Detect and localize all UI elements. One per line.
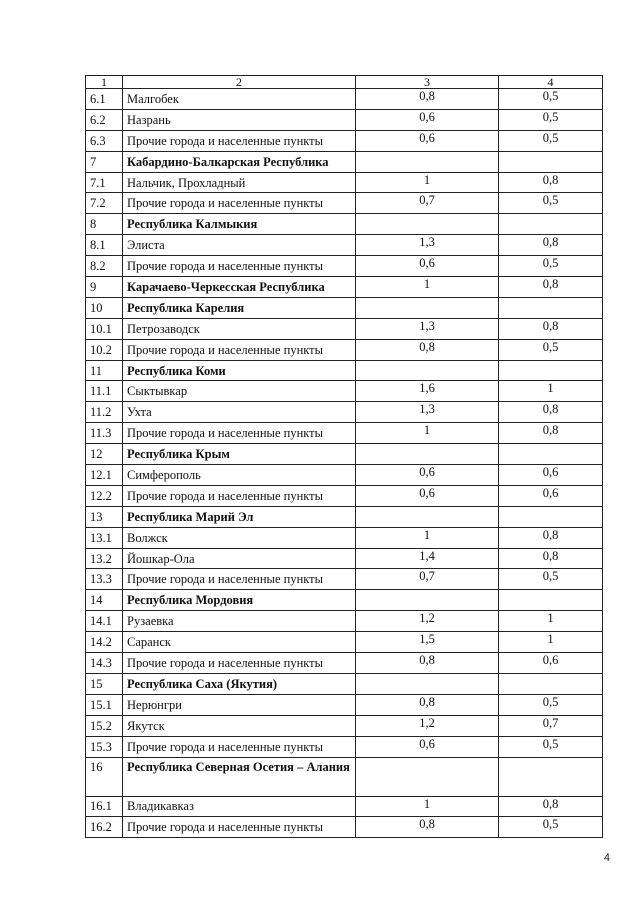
table-row — [86, 339, 603, 360]
row-number-cell: 8 — [86, 214, 123, 235]
row-number-cell: 7.1 — [86, 172, 123, 193]
table-row — [86, 130, 603, 151]
row-number-cell: 6.1 — [86, 89, 123, 110]
row-value-1-cell — [356, 214, 499, 235]
table-row — [86, 423, 603, 444]
row-name-cell: Петрозаводск — [123, 318, 356, 339]
region-row — [86, 506, 603, 527]
header-col-1: 1 — [86, 76, 123, 89]
row-name-cell: Республика Саха (Якутия) — [123, 673, 356, 694]
row-number-cell: 16.1 — [86, 796, 123, 817]
region-row — [86, 673, 603, 694]
row-number-cell: 13.2 — [86, 548, 123, 569]
region-row — [86, 757, 603, 796]
row-value-2-cell: 0,5 — [499, 339, 603, 360]
row-value-2-cell — [499, 151, 603, 172]
row-value-1-cell: 0,7 — [356, 193, 499, 214]
row-number-cell: 13.1 — [86, 527, 123, 548]
table-row — [86, 402, 603, 423]
row-number-cell: 9 — [86, 277, 123, 298]
page-number: 4 — [603, 852, 610, 864]
row-name-cell: Кабардино-Балкарская Республика — [123, 151, 356, 172]
row-number-cell: 11.2 — [86, 402, 123, 423]
row-value-2-cell: 0,6 — [499, 465, 603, 486]
row-value-2-cell: 0,5 — [499, 569, 603, 590]
row-name-cell: Прочие города и населенные пункты — [123, 817, 356, 838]
header-col-4: 4 — [499, 76, 603, 89]
region-row — [86, 360, 603, 381]
row-name-cell: Прочие города и населенные пункты — [123, 569, 356, 590]
row-name-cell: Элиста — [123, 235, 356, 256]
row-number-cell: 7 — [86, 151, 123, 172]
row-number-cell: 15.2 — [86, 715, 123, 736]
row-value-1-cell — [356, 590, 499, 611]
row-value-1-cell: 1 — [356, 527, 499, 548]
table-row — [86, 694, 603, 715]
row-value-1-cell — [356, 360, 499, 381]
row-name-cell: Сыктывкар — [123, 381, 356, 402]
row-value-1-cell: 0,8 — [356, 653, 499, 674]
row-value-2-cell — [499, 297, 603, 318]
row-value-1-cell: 0,8 — [356, 694, 499, 715]
row-name-cell: Прочие города и населенные пункты — [123, 339, 356, 360]
table-row — [86, 172, 603, 193]
row-number-cell: 14.1 — [86, 611, 123, 632]
row-number-cell: 14.2 — [86, 632, 123, 653]
row-value-1-cell: 0,6 — [356, 465, 499, 486]
row-number-cell: 14.3 — [86, 653, 123, 674]
row-value-1-cell: 0,8 — [356, 339, 499, 360]
row-value-2-cell: 0,5 — [499, 193, 603, 214]
row-number-cell: 14 — [86, 590, 123, 611]
row-number-cell: 6.3 — [86, 130, 123, 151]
row-value-1-cell: 1,3 — [356, 235, 499, 256]
row-name-cell: Прочие города и населенные пункты — [123, 485, 356, 506]
row-value-2-cell: 1 — [499, 381, 603, 402]
row-value-2-cell: 1 — [499, 611, 603, 632]
row-number-cell: 15 — [86, 673, 123, 694]
row-name-cell: Республика Марий Эл — [123, 506, 356, 527]
row-number-cell: 15.1 — [86, 694, 123, 715]
row-value-2-cell: 0,8 — [499, 527, 603, 548]
row-value-1-cell: 1 — [356, 277, 499, 298]
row-value-1-cell: 1 — [356, 796, 499, 817]
row-name-cell: Республика Коми — [123, 360, 356, 381]
row-value-1-cell: 0,6 — [356, 736, 499, 757]
row-number-cell: 10 — [86, 297, 123, 318]
row-value-1-cell — [356, 151, 499, 172]
row-value-2-cell — [499, 506, 603, 527]
row-name-cell: Ухта — [123, 402, 356, 423]
row-value-1-cell: 0,6 — [356, 256, 499, 277]
row-name-cell: Республика Калмыкия — [123, 214, 356, 235]
row-name-cell: Волжск — [123, 527, 356, 548]
row-value-1-cell — [356, 297, 499, 318]
row-number-cell: 7.2 — [86, 193, 123, 214]
table-row — [86, 611, 603, 632]
table-row — [86, 89, 603, 110]
row-value-2-cell: 0,5 — [499, 736, 603, 757]
row-value-2-cell — [499, 673, 603, 694]
row-name-cell: Прочие города и населенные пункты — [123, 193, 356, 214]
coefficient-table — [85, 75, 603, 838]
row-value-1-cell: 1,3 — [356, 402, 499, 423]
row-value-1-cell — [356, 757, 499, 796]
row-value-1-cell — [356, 673, 499, 694]
row-name-cell: Йошкар-Ола — [123, 548, 356, 569]
table-row — [86, 548, 603, 569]
row-number-cell: 12 — [86, 444, 123, 465]
table-row — [86, 527, 603, 548]
row-value-2-cell — [499, 590, 603, 611]
row-name-cell: Республика Крым — [123, 444, 356, 465]
header-col-2: 2 — [123, 76, 356, 89]
row-value-2-cell — [499, 360, 603, 381]
row-number-cell: 12.2 — [86, 485, 123, 506]
row-value-2-cell: 0,8 — [499, 402, 603, 423]
row-name-cell: Нальчик, Прохладный — [123, 172, 356, 193]
row-number-cell: 16 — [86, 757, 123, 796]
row-number-cell: 11.3 — [86, 423, 123, 444]
row-name-cell: Республика Карелия — [123, 297, 356, 318]
row-value-1-cell: 0,8 — [356, 817, 499, 838]
row-value-2-cell: 0,6 — [499, 653, 603, 674]
table-row — [86, 381, 603, 402]
row-value-1-cell: 1,3 — [356, 318, 499, 339]
row-value-2-cell: 0,5 — [499, 817, 603, 838]
row-number-cell: 11 — [86, 360, 123, 381]
row-value-2-cell: 0,8 — [499, 423, 603, 444]
row-value-1-cell: 1 — [356, 423, 499, 444]
row-value-2-cell: 0,5 — [499, 89, 603, 110]
region-row — [86, 444, 603, 465]
row-number-cell: 15.3 — [86, 736, 123, 757]
row-value-1-cell: 0,7 — [356, 569, 499, 590]
region-row — [86, 214, 603, 235]
row-value-1-cell: 0,8 — [356, 89, 499, 110]
row-value-2-cell: 0,8 — [499, 172, 603, 193]
table-header-row — [86, 76, 603, 89]
row-value-2-cell: 0,5 — [499, 694, 603, 715]
row-name-cell: Назрань — [123, 109, 356, 130]
row-value-2-cell: 0,8 — [499, 796, 603, 817]
table-row — [86, 632, 603, 653]
row-number-cell: 13.3 — [86, 569, 123, 590]
row-name-cell: Малгобек — [123, 89, 356, 110]
row-value-1-cell: 0,6 — [356, 485, 499, 506]
table-row — [86, 485, 603, 506]
region-row — [86, 151, 603, 172]
row-value-2-cell: 0,6 — [499, 485, 603, 506]
row-value-2-cell — [499, 757, 603, 796]
table-row — [86, 109, 603, 130]
row-value-1-cell: 0,6 — [356, 130, 499, 151]
table-row — [86, 318, 603, 339]
row-name-cell: Республика Северная Осетия – Алания — [123, 757, 356, 796]
row-value-1-cell — [356, 444, 499, 465]
row-value-1-cell: 1 — [356, 172, 499, 193]
table-row — [86, 736, 603, 757]
row-name-cell: Прочие города и населенные пункты — [123, 736, 356, 757]
row-name-cell: Карачаево-Черкесская Республика — [123, 277, 356, 298]
row-number-cell: 13 — [86, 506, 123, 527]
row-name-cell: Владикавказ — [123, 796, 356, 817]
row-value-1-cell: 1,4 — [356, 548, 499, 569]
table-row — [86, 569, 603, 590]
row-number-cell: 11.1 — [86, 381, 123, 402]
row-value-1-cell: 1,2 — [356, 611, 499, 632]
table-row — [86, 193, 603, 214]
row-value-2-cell: 1 — [499, 632, 603, 653]
row-number-cell: 10.2 — [86, 339, 123, 360]
row-value-2-cell: 0,5 — [499, 130, 603, 151]
row-number-cell: 6.2 — [86, 109, 123, 130]
row-value-2-cell: 0,5 — [499, 109, 603, 130]
table-row — [86, 796, 603, 817]
row-name-cell: Прочие города и населенные пункты — [123, 256, 356, 277]
table-row — [86, 256, 603, 277]
row-name-cell: Якутск — [123, 715, 356, 736]
row-name-cell: Саранск — [123, 632, 356, 653]
table-row — [86, 715, 603, 736]
row-value-2-cell — [499, 444, 603, 465]
row-value-1-cell: 1,2 — [356, 715, 499, 736]
row-value-1-cell: 1,5 — [356, 632, 499, 653]
row-name-cell: Прочие города и населенные пункты — [123, 130, 356, 151]
region-row — [86, 277, 603, 298]
row-value-2-cell — [499, 214, 603, 235]
row-number-cell: 8.2 — [86, 256, 123, 277]
header-col-3: 3 — [356, 76, 499, 89]
row-value-2-cell: 0,8 — [499, 318, 603, 339]
row-number-cell: 8.1 — [86, 235, 123, 256]
row-name-cell: Симферополь — [123, 465, 356, 486]
row-number-cell: 12.1 — [86, 465, 123, 486]
region-row — [86, 297, 603, 318]
row-value-2-cell: 0,8 — [499, 548, 603, 569]
row-name-cell: Нерюнгри — [123, 694, 356, 715]
row-value-1-cell — [356, 506, 499, 527]
row-value-2-cell: 0,8 — [499, 235, 603, 256]
row-value-2-cell: 0,7 — [499, 715, 603, 736]
table-row — [86, 653, 603, 674]
table-body — [86, 76, 603, 838]
table-row — [86, 817, 603, 838]
row-number-cell: 10.1 — [86, 318, 123, 339]
row-value-1-cell: 1,6 — [356, 381, 499, 402]
row-value-1-cell: 0,6 — [356, 109, 499, 130]
table-row — [86, 465, 603, 486]
row-name-cell: Рузаевка — [123, 611, 356, 632]
row-number-cell: 16.2 — [86, 817, 123, 838]
row-name-cell: Прочие города и населенные пункты — [123, 653, 356, 674]
row-value-2-cell: 0,8 — [499, 277, 603, 298]
region-row — [86, 590, 603, 611]
row-value-2-cell: 0,5 — [499, 256, 603, 277]
table-row — [86, 235, 603, 256]
row-name-cell: Прочие города и населенные пункты — [123, 423, 356, 444]
row-name-cell: Республика Мордовия — [123, 590, 356, 611]
